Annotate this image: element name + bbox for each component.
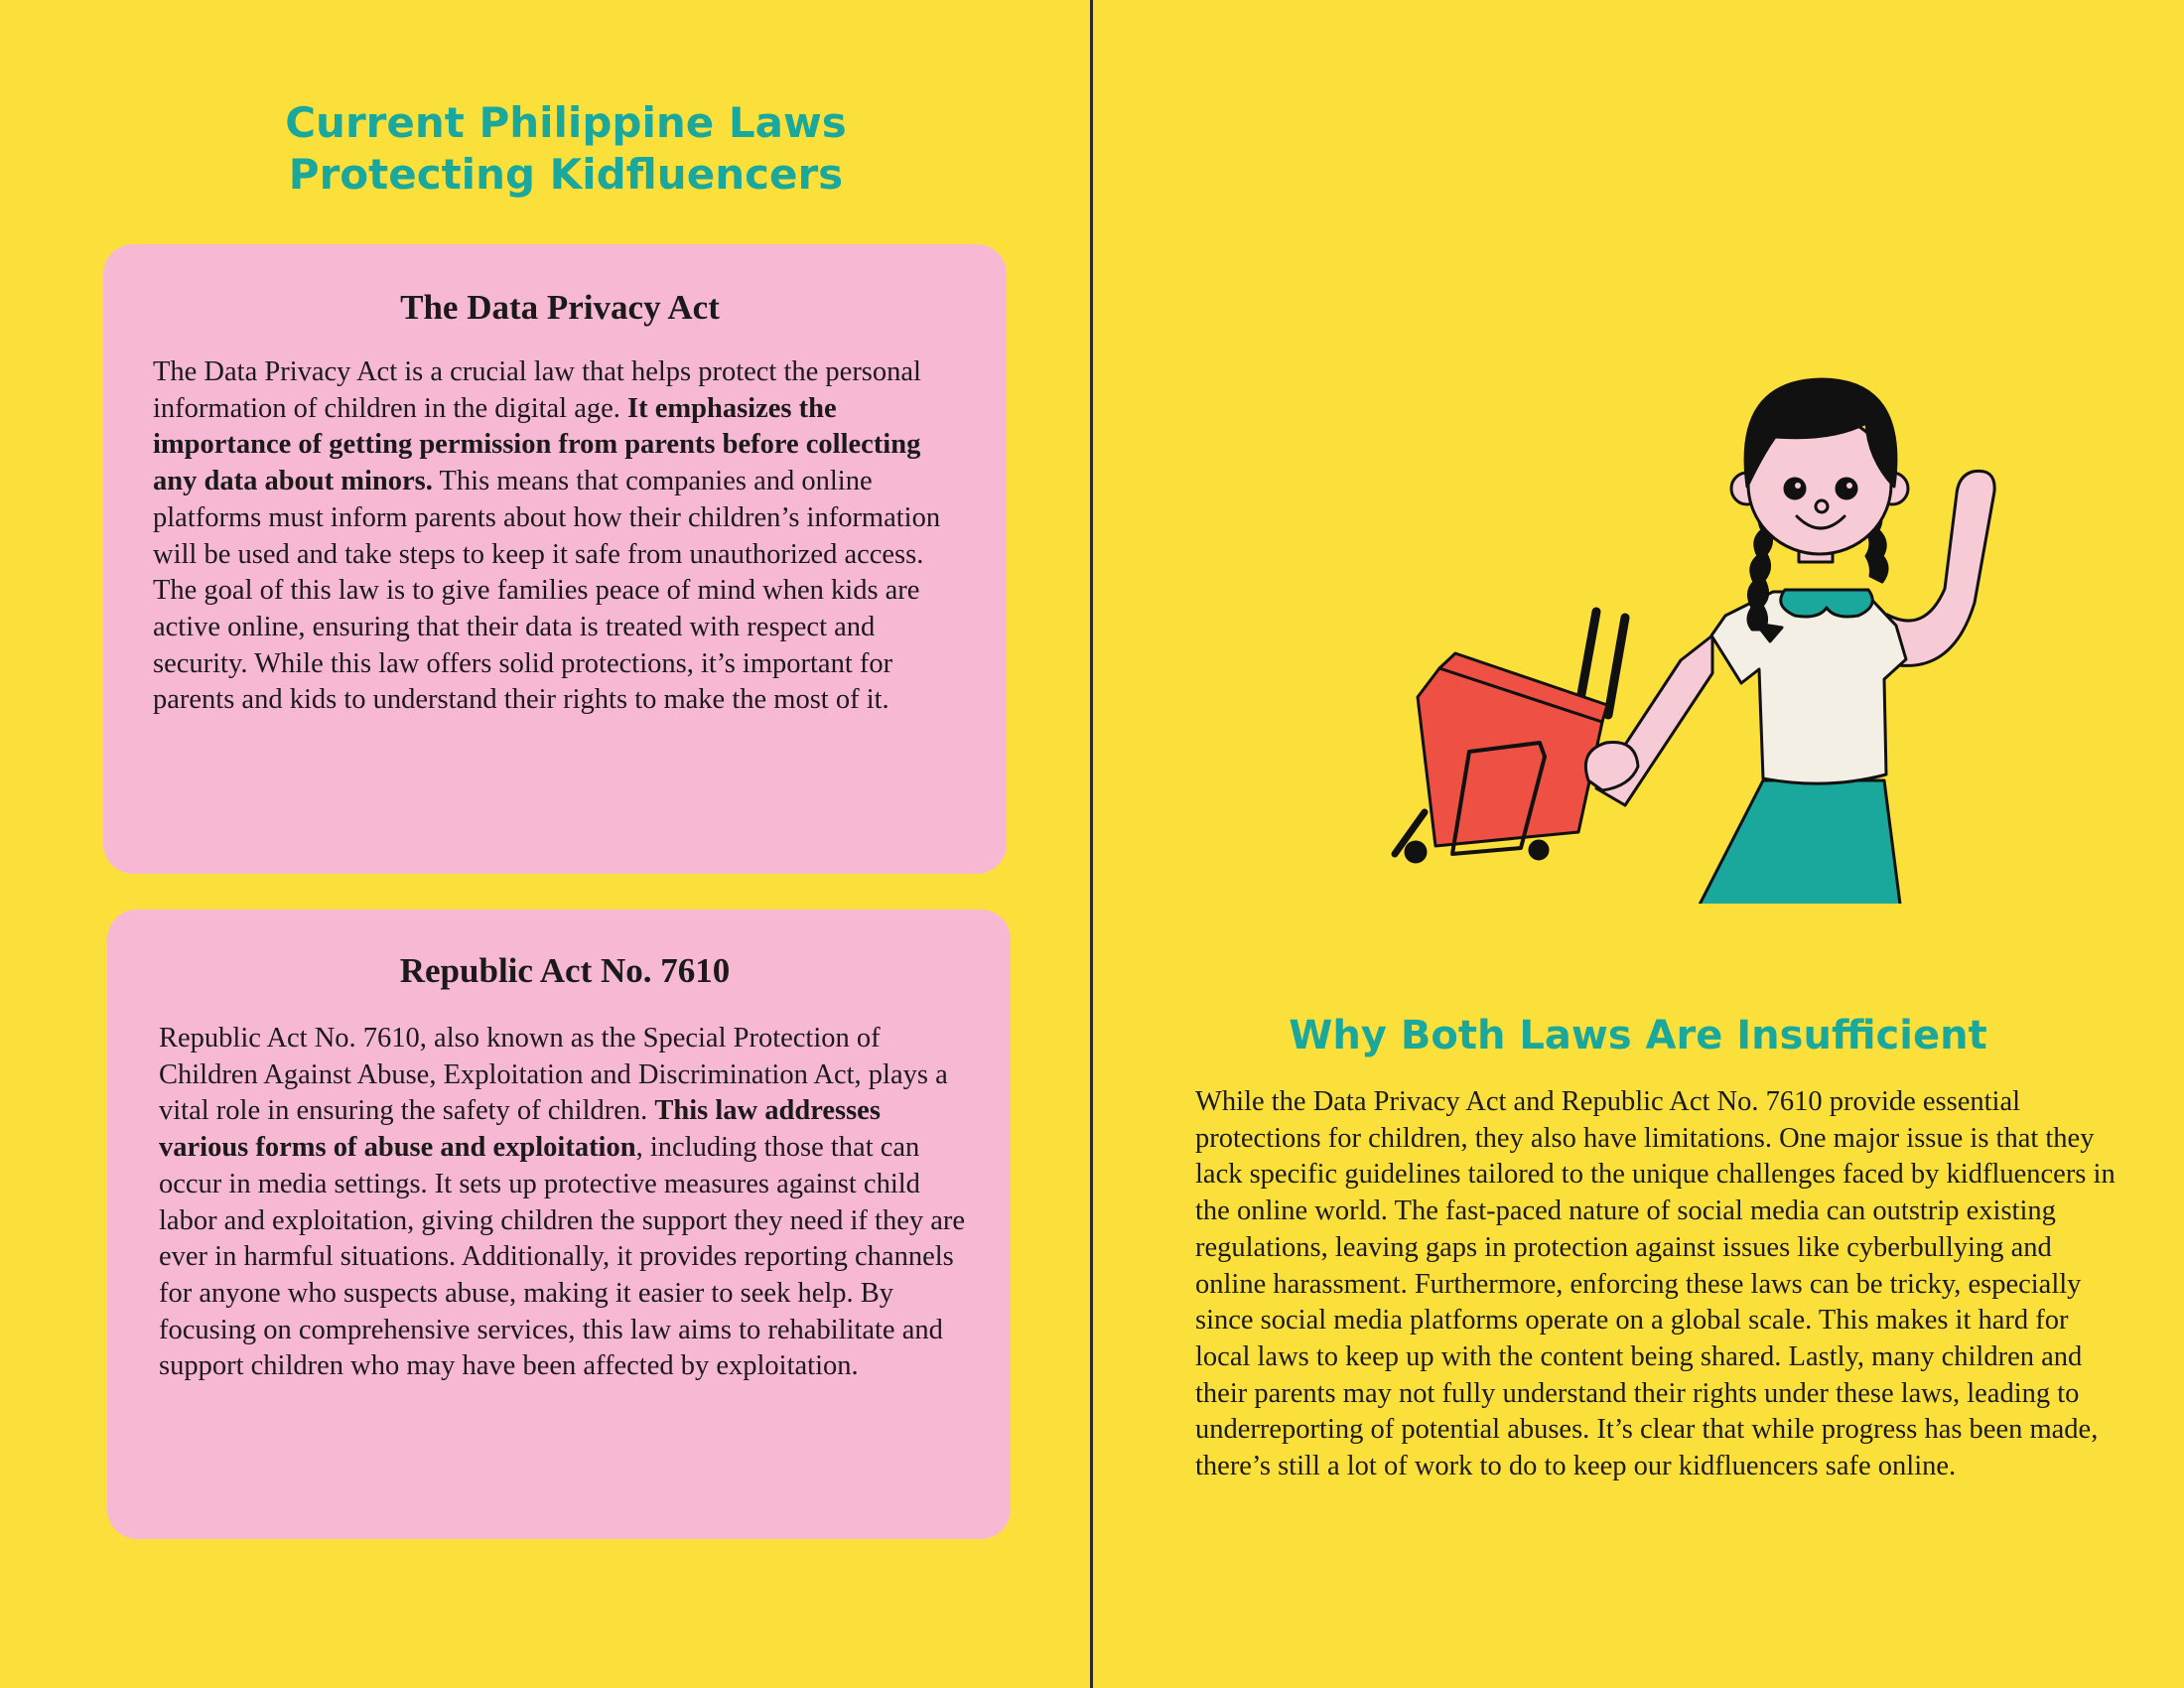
card-text-bold: This law addresses various forms of abuse and exploitation <box>159 1095 881 1164</box>
card-body <box>153 354 967 719</box>
card-text: This means that companies and online platforms must inform parents about how their children’s information will be used and take steps to keep it safe from unauthorized access. The goal of this law is to give families peace of mind when kids are active online, ensuring that their data is treated with respect and security. While this law offers solid protections, it’s important for parents and kids to understand their rights to make the most of it. <box>153 466 941 716</box>
girl-with-suitcase-illustration <box>1370 189 2045 904</box>
card-heading: The Data Privacy Act <box>400 288 720 327</box>
page-divider <box>1090 0 1093 1688</box>
data-privacy-act-card <box>103 244 1007 874</box>
card-body <box>159 1021 971 1385</box>
card-text: The Data Privacy Act is a crucial law that helps protect the personal information of children in the digital age. <box>153 356 921 424</box>
card-heading: Republic Act No. 7610 <box>399 951 731 990</box>
card-text-bold: It emphasizes the importance of getting permission from parents before collecting any data about minors. <box>153 392 921 497</box>
card-text: Republic Act No. 7610, also known as the Special Protection of Children Against Abuse, Exploitation and Discrimination Act, plays a vital role in ensuring the safety of children. <box>159 1023 948 1127</box>
republic-act-7610-card <box>107 910 1011 1539</box>
left-page-title <box>159 97 973 201</box>
title-line-1: Current Philippine Laws <box>285 98 847 147</box>
right-page-body: While the Data Privacy Act and Republic Act No. 7610 provide essential protections for children, they also have limitations. One major issue is that they lack specific guidelines tailored to the unique challenges faced by kidfluencers in the online world. The fast-paced nature of social media can outstrip existing regulations, leaving gaps in protection against issues like cyberbullying and online harassment. Furthermore, enforcing these laws can be tricky, especially since social media platforms operate on a global scale. This makes it hard for local laws to keep up with the content being shared. Lastly, many children and their parents may not fully understand their rights under these laws, leading to underreporting of potential abuses. It’s clear that while progress has been made, there’s still a lot of work to do to keep our kidfluencers safe online. <box>1195 1086 2116 1482</box>
title-line-2: Protecting Kidfluencers <box>288 150 844 199</box>
card-text: , including those that can occur in media settings. It sets up protective measures against child labor and exploitation, giving children the support they need if they are ever in harmful situations. Additionally, it provides reporting channels for anyone who suspects abuse, making it easier to seek help. By focusing on comprehensive services, this law aims to rehabilitate and support children who may have been affected by exploitation. <box>159 1132 966 1382</box>
skirt-shape <box>1680 780 1904 904</box>
right-page-title: Why Both Laws Are Insufficient <box>1289 1013 1987 1058</box>
